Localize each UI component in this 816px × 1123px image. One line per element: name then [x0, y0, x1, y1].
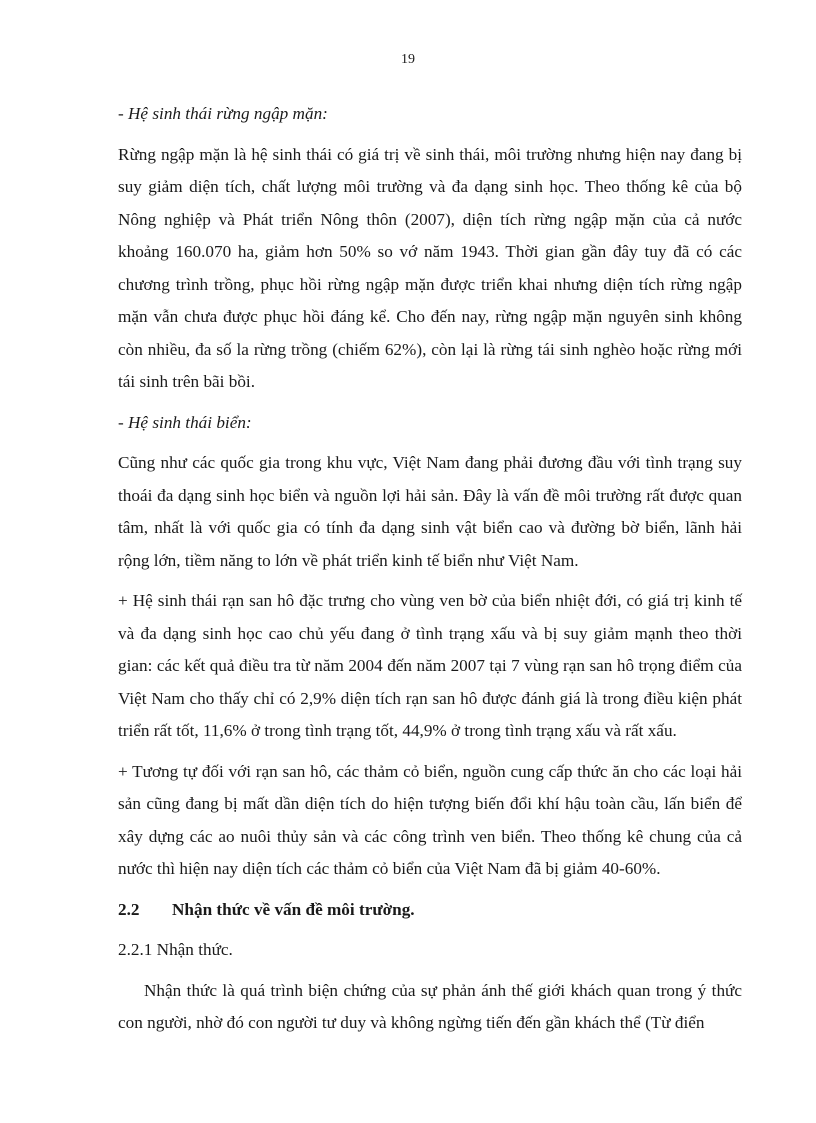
coral-reef-paragraph: + Hệ sinh thái rạn san hô đặc trưng cho vùng ven bờ của biển nhiệt đới, có giá trị kinh tế và đa dạng sinh học cao chủ yếu đang ở tình trạng xấu và bị suy giảm mạnh theo thời gian: các kết quả điều tra từ năm 2004 đến năm 2007 tại 7 vùng rạn san hô trọng điểm của Việt Nam cho thấy chỉ có 2,9% diện tích rạn san hô được đánh giá là trong điều kiện phát triển rất tốt, 11,6% ở trong tình trạng tốt, 44,9% ở trong tình trạng xấu và rất xấu.: [118, 591, 742, 740]
section-2-2-1-heading: 2.2.1 Nhận thức.: [118, 940, 233, 959]
marine-heading: - Hệ sinh thái biển:: [118, 412, 252, 432]
seagrass-paragraph: + Tương tự đối với rạn san hô, các thảm cỏ biển, nguồn cung cấp thức ăn cho các loại hải sản cũng đang bị mất dần diện tích do hiện tượng biến đổi khí hậu toàn cầu, lấn biển để xây dựng các ao nuôi thủy sản và các công trình ven biển. Theo thống kê chung của cả nước thì hiện nay diện tích các thảm cỏ biển của Việt Nam đã bị giảm 40-60%.: [118, 761, 742, 878]
section-2-2-title: Nhận thức về vấn đề môi trường.: [172, 899, 415, 919]
page-content: [118, 98, 742, 1048]
section-2-2-number: 2.2: [118, 899, 140, 919]
section-2-2-1-paragraph: Nhận thức là quá trình biện chứng của sự phản ánh thế giới khách quan trong ý thức con người, nhờ đó con người tư duy và không ngừng tiến đến gần khách thể (Từ điển: [118, 980, 742, 1032]
page-number: 19: [401, 52, 415, 67]
marine-paragraph: Cũng như các quốc gia trong khu vực, Việt Nam đang phải đương đầu với tình trạng suy thoái đa dạng sinh học biển và nguồn lợi hải sản. Đây là vấn đề môi trường rất được quan tâm, nhất là với quốc gia có tính đa dạng sinh vật biển cao và đường bờ biển, lãnh hải rộng lớn, tiềm năng to lớn về phát triển kinh tế biển như Việt Nam.: [118, 453, 742, 570]
section-2-2-heading: [118, 894, 742, 927]
mangrove-paragraph: Rừng ngập mặn là hệ sinh thái có giá trị về sinh thái, môi trường nhưng hiện nay đang bị suy giảm diện tích, chất lượng môi trường và đa dạng sinh học. Theo thống kê của bộ Nông nghiệp và Phát triển Nông thôn (2007), diện tích rừng ngập mặn của cả nước khoảng 160.070 ha, giảm hơn 50% so vớ năm 1943. Thời gian gần đây tuy đã có các chương trình trồng, phục hồi rừng ngập mặn được triển khai nhưng diện tích rừng ngập mặn vẫn chưa được phục hồi đáng kể. Cho đến nay, rừng ngập mặn nguyên sinh không còn nhiều, đa số la rừng trồng (chiếm 62%), còn lại là rừng tái sinh nghèo hoặc rừng mới tái sinh trên bãi bồi.: [118, 144, 742, 391]
mangrove-heading: - Hệ sinh thái rừng ngập mặn:: [118, 104, 328, 123]
